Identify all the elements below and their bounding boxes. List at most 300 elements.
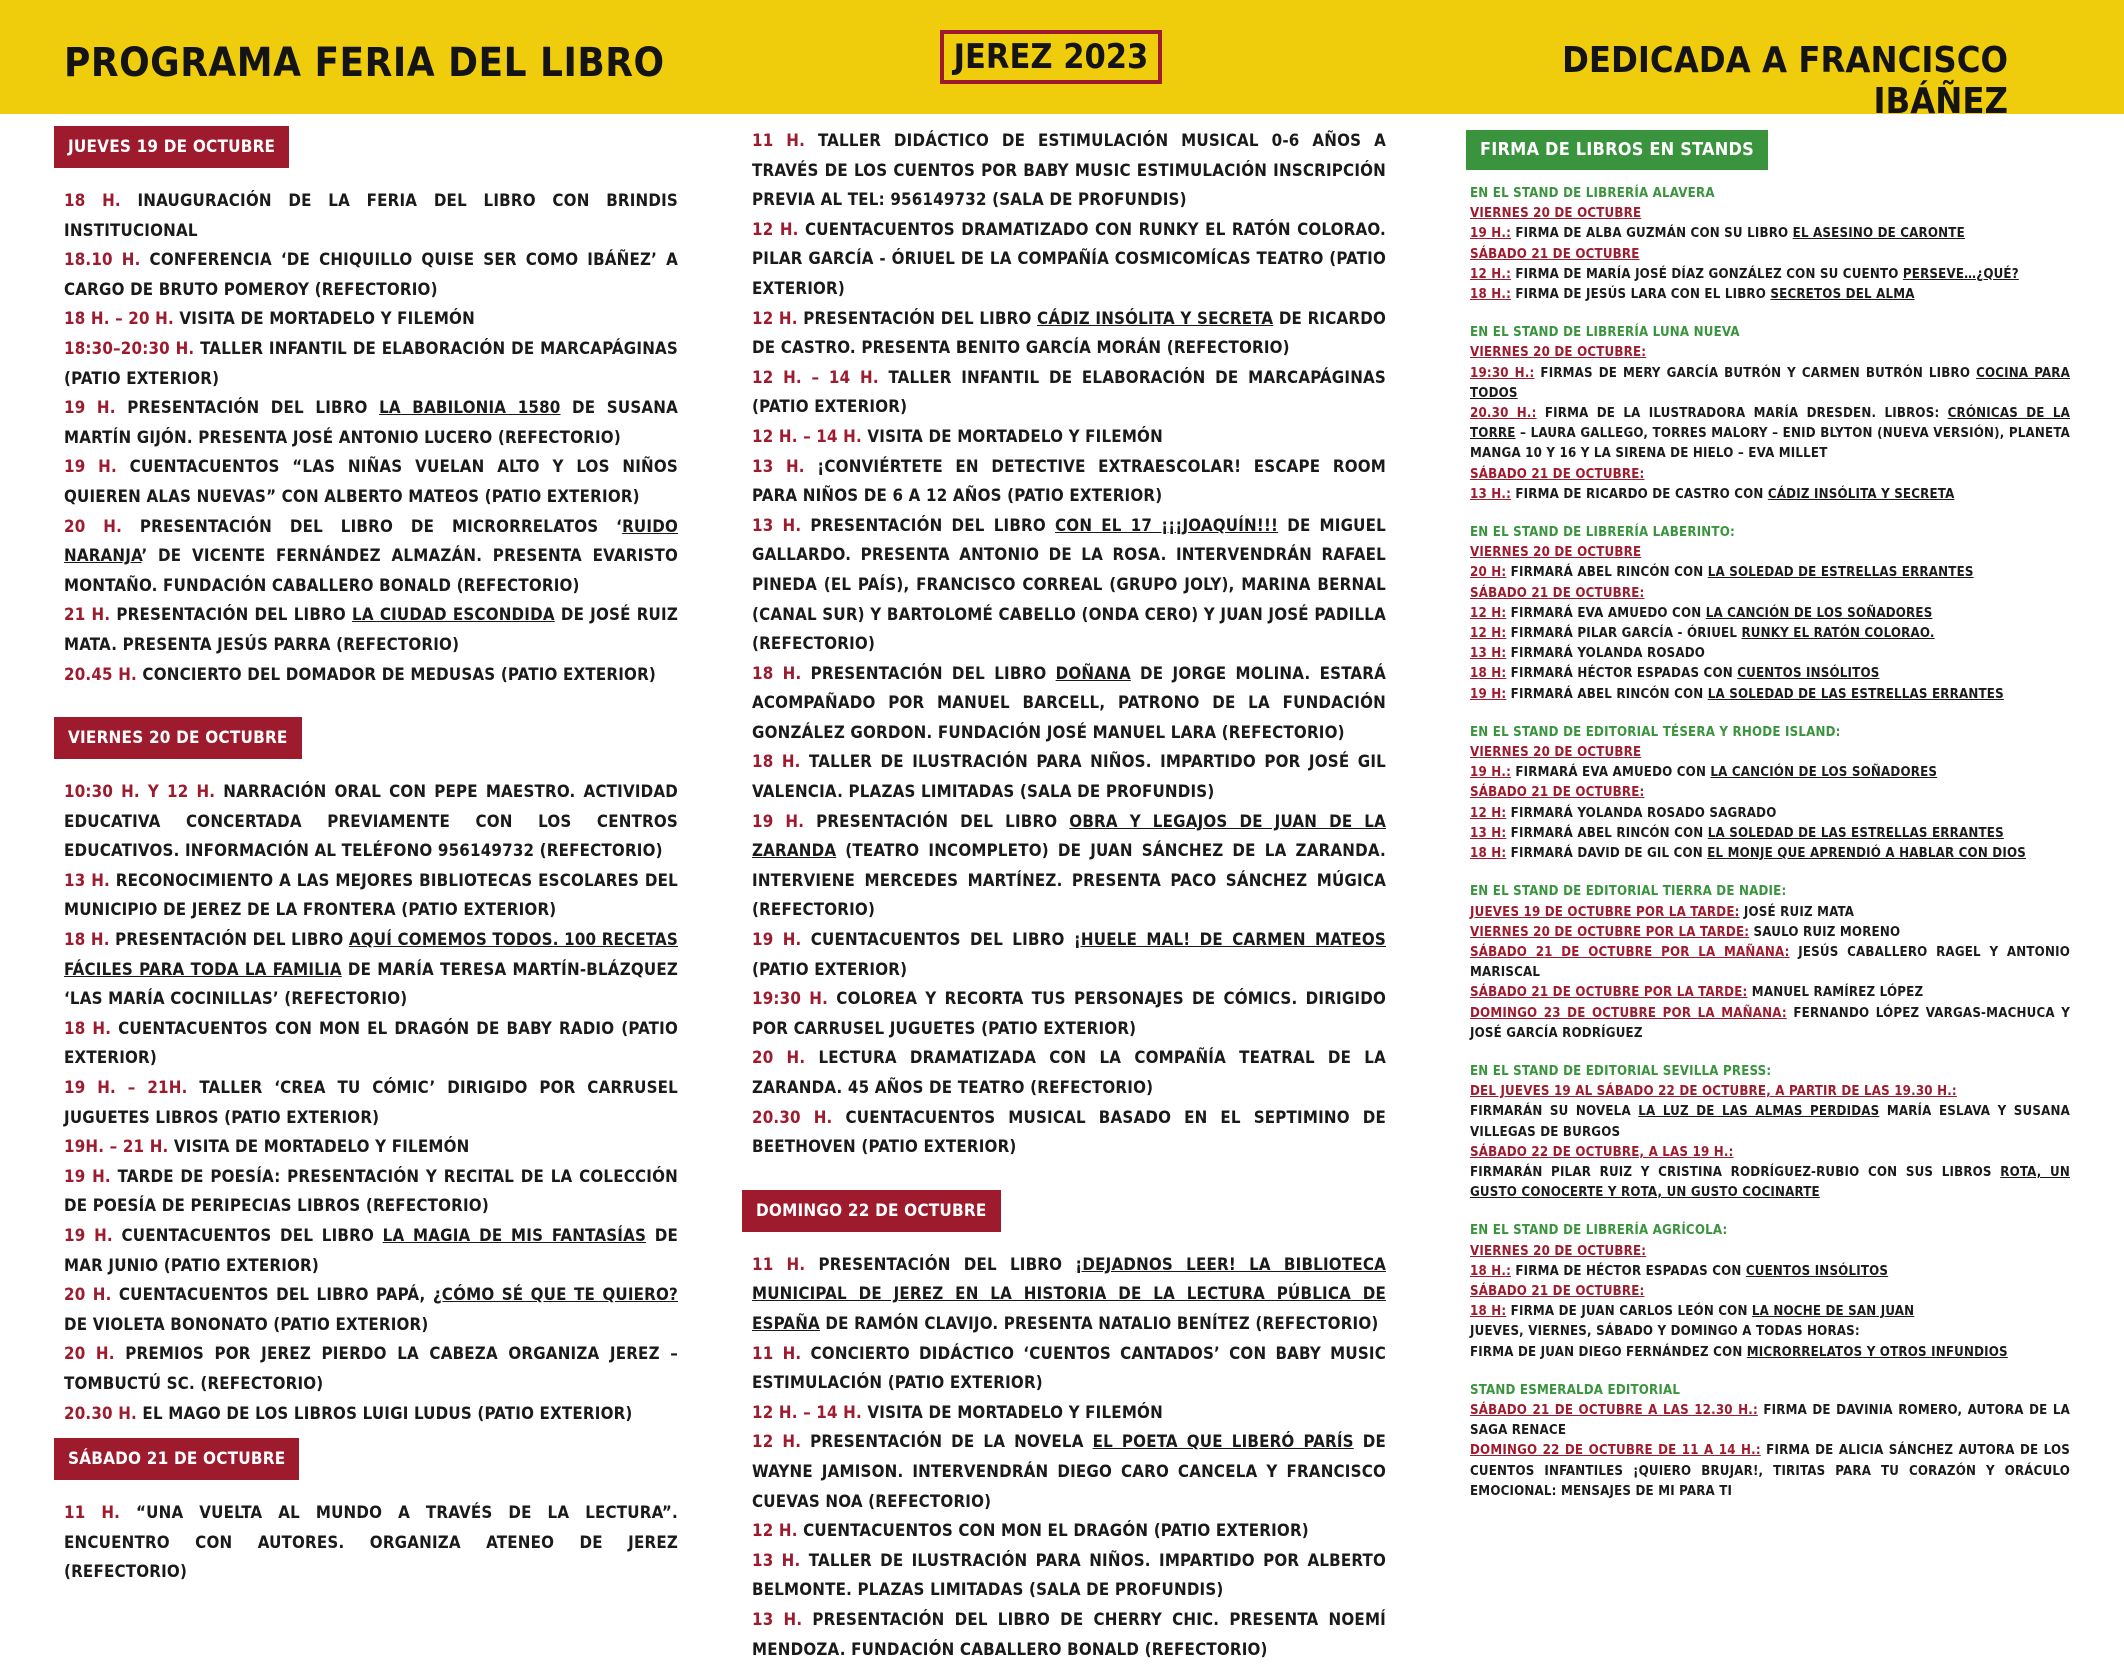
event-text: PRESENTACIÓN DE LA NOVELA xyxy=(801,1431,1093,1452)
signing-line xyxy=(1470,1262,2070,1282)
event-time: 11 H. xyxy=(752,1253,806,1274)
signing-book-title: MICRORRELATOS Y OTROS INFUNDIOS xyxy=(1746,1344,2008,1360)
signing-text: FIRMARÁ YOLANDA ROSADO SAGRADO xyxy=(1506,805,1777,821)
event-entry xyxy=(752,1605,1386,1664)
event-text: VISITA DE MORTADELO Y FILEMÓN xyxy=(861,1401,1163,1422)
signing-line xyxy=(1470,743,2070,763)
signing-line xyxy=(1470,664,2070,684)
signing-line xyxy=(1470,543,2070,563)
event-entry xyxy=(64,512,678,601)
stand-title: EN EL STAND DE EDITORIAL TÉSERA Y RHODE ISLAND: xyxy=(1470,724,1841,740)
event-entry xyxy=(64,393,678,452)
signing-book-title: LA SOLEDAD DE ESTRELLAS ERRANTES xyxy=(1707,565,1974,581)
signing-date: DOMINGO 23 DE OCTUBRE POR LA MAÑANA: xyxy=(1470,1005,1787,1021)
dedication-title: DEDICADA A FRANCISCO IBÁÑEZ xyxy=(1561,40,2008,122)
signing-line xyxy=(1470,903,2070,923)
event-time: 11 H. xyxy=(752,130,806,150)
event-text: PRESENTACIÓN DEL LIBRO xyxy=(115,397,380,418)
event-time: 18 H. – 20 H. xyxy=(64,308,174,329)
signing-book-title: EL MONJE QUE APRENDIÓ A HABLAR CON DIOS xyxy=(1707,846,2026,862)
event-text: “UNA VUELTA AL MUNDO A TRAVÉS DE LA LECTURA”. ENCUENTRO CON AUTORES. ORGANIZA ATENEO DE JEREZ (REFECTORIO) xyxy=(64,1502,678,1582)
event-text: DE VIOLETA BONONATO (PATIO EXTERIOR) xyxy=(64,1313,429,1334)
signing-book-title: CRÓNICAS DE LA TORRE xyxy=(1470,406,2070,442)
signing-book-title: COCINA PARA TODOS xyxy=(1470,365,2070,401)
event-time: 19 H. xyxy=(752,929,802,950)
signing-date: SÁBADO 22 DE OCTUBRE, A LAS 19 H.: xyxy=(1470,1144,1734,1160)
signing-line xyxy=(1470,1322,2070,1342)
stand-block xyxy=(1470,184,2070,305)
stand-block xyxy=(1470,882,2070,1044)
signing-time: 19 H.: xyxy=(1470,226,1512,242)
event-text: PREMIOS POR JEREZ PIERDO LA CABEZA ORGANIZA JEREZ – TOMBUCTÚ SC. (REFECTORIO) xyxy=(64,1343,678,1393)
signing-line xyxy=(1470,404,2070,465)
event-entry xyxy=(752,363,1386,422)
signing-time: 12 H: xyxy=(1470,805,1507,821)
signing-date: SÁBADO 21 DE OCTUBRE POR LA MAÑANA: xyxy=(1470,944,1790,960)
event-text: DE RAMÓN CLAVIJO. PRESENTA NATALIO BENÍTEZ (REFECTORIO) xyxy=(819,1312,1379,1333)
event-book-title: OBRA Y LEGAJOS DE JUAN DE LA ZARANDA xyxy=(752,810,1386,861)
signing-book-title: LA CANCIÓN DE LOS SOÑADORES xyxy=(1710,765,1938,781)
event-text: PRESENTACIÓN DEL LIBRO xyxy=(110,604,353,625)
event-text: DE MAR JUNIO (PATIO EXTERIOR) xyxy=(64,1225,678,1275)
signing-book-title: LA CANCIÓN DE LOS SOÑADORES xyxy=(1705,605,1933,621)
event-entry xyxy=(64,452,678,511)
event-time: 10:30 H. Y 12 H. xyxy=(64,781,216,802)
stand-title: EN EL STAND DE EDITORIAL TIERRA DE NADIE: xyxy=(1470,884,1787,900)
event-time: 19 H. xyxy=(64,397,116,418)
signing-time: 18 H: xyxy=(1470,1304,1507,1320)
event-text: RECONOCIMIENTO A LAS MEJORES BIBLIOTECAS ESCOLARES DEL MUNICIPIO DE JEREZ DE LA FRONTERA (PATIO EXTERIOR) xyxy=(64,869,678,920)
signing-time: 13 H.: xyxy=(1470,486,1512,502)
signing-text: FIRMARÁN PILAR RUIZ Y CRISTINA RODRÍGUEZ-RUBIO CON SUS LIBROS xyxy=(1470,1164,2001,1180)
signing-time: 12 H.: xyxy=(1470,266,1512,282)
event-list-saturday-cont xyxy=(742,126,1386,1162)
event-entry xyxy=(752,1516,1386,1546)
event-book-title: RUIDO NARANJA xyxy=(64,515,678,566)
signing-text: SAULO RUIZ MORENO xyxy=(1749,924,1901,940)
event-text: (PATIO EXTERIOR) xyxy=(752,958,908,979)
signing-book-title: LA SOLEDAD DE LAS ESTRELLAS ERRANTES xyxy=(1707,686,2004,702)
event-text: EL MAGO DE LOS LIBROS LUIGI LUDUS (PATIO EXTERIOR) xyxy=(136,1402,633,1423)
signing-line xyxy=(1470,1082,2070,1102)
event-entry xyxy=(64,186,678,245)
column-book-signings xyxy=(1466,126,2070,1520)
day-label-friday: VIERNES 20 DE OCTUBRE xyxy=(54,717,302,759)
stand-title: STAND ESMERALDA EDITORIAL xyxy=(1470,1382,1681,1398)
signing-book-title: CÁDIZ INSÓLITA Y SECRETA xyxy=(1767,486,1955,502)
signing-text: FIRMARÁ EVA AMUEDO CON xyxy=(1511,765,1711,781)
event-entry xyxy=(64,777,678,866)
event-entry xyxy=(752,1398,1386,1428)
event-entry xyxy=(64,600,678,659)
event-entry xyxy=(64,660,678,690)
signing-line xyxy=(1470,604,2070,624)
signing-line xyxy=(1470,265,2070,285)
stand-block xyxy=(1470,1221,2070,1362)
event-text: PRESENTACIÓN DEL LIBRO DE MICRORRELATOS ‘ xyxy=(122,515,623,536)
event-time: 18 H. xyxy=(64,1017,112,1038)
event-book-title: LA CIUDAD ESCONDIDA xyxy=(352,604,555,625)
signing-line xyxy=(1470,465,2070,485)
signing-line xyxy=(1470,1302,2070,1322)
event-book-title: LA MAGIA DE MIS FANTASÍAS xyxy=(382,1225,647,1245)
signing-line xyxy=(1470,844,2070,864)
signing-date: VIERNES 20 DE OCTUBRE POR LA TARDE: xyxy=(1470,924,1750,940)
event-time: 12 H. – 14 H. xyxy=(752,425,862,446)
signing-line xyxy=(1470,584,2070,604)
signing-text: FIRMARÁ ABEL RINCÓN CON xyxy=(1506,825,1708,841)
signing-date: JUEVES 19 DE OCTUBRE POR LA TARDE: xyxy=(1470,904,1740,920)
event-time: 19 H. xyxy=(64,456,117,477)
signing-text: MARÍA ESLAVA Y SUSANA VILLEGAS DE BURGOS xyxy=(1470,1104,2071,1140)
signing-text: JOSÉ RUIZ MATA xyxy=(1739,904,1855,920)
stand-title: EN EL STAND DE LIBRERÍA AGRÍCOLA: xyxy=(1470,1223,1728,1239)
stand-list xyxy=(1466,184,2070,1502)
signings-label: FIRMA DE LIBROS EN STANDS xyxy=(1466,130,1768,170)
signing-time: 20 H: xyxy=(1470,565,1507,581)
event-text: DE JOSÉ RUIZ MATA. PRESENTA JESÚS PARRA (REFECTORIO) xyxy=(64,604,678,654)
signing-text: FIRMARÁN SU NOVELA xyxy=(1470,1104,1639,1120)
signing-text: JUEVES, VIERNES, SÁBADO Y DOMINGO A TODAS HORAS: xyxy=(1470,1324,1860,1340)
event-text: TALLER DIDÁCTICO DE ESTIMULACIÓN MUSICAL 0-6 AÑOS A TRAVÉS DE LOS CUENTOS POR BABY MUSIC ESTIMULACIÓN INSCRIPCIÓN PREVIA AL TEL: 956149732 (SALA DE PROFUNDIS) xyxy=(752,130,1386,210)
signing-line xyxy=(1470,804,2070,824)
signing-book-title: LA SOLEDAD DE LAS ESTRELLAS ERRANTES xyxy=(1707,825,2004,841)
event-book-title: ¡DEJADNOS LEER! LA BIBLIOTECA MUNICIPAL DE JEREZ EN LA HISTORIA DE LA LECTURA PÚBLICA DE ESPAÑA xyxy=(752,1253,1386,1333)
event-text: CUENTACUENTOS CON MON EL DRAGÓN (PATIO EXTERIOR) xyxy=(797,1520,1309,1541)
event-text: VISITA DE MORTADELO Y FILEMÓN xyxy=(173,308,475,329)
event-text: INAUGURACIÓN DE LA FERIA DEL LIBRO CON BRINDIS INSTITUCIONAL xyxy=(64,190,678,240)
signing-time: 12 H: xyxy=(1470,605,1507,621)
event-entry xyxy=(64,1073,678,1132)
signing-text: FIRMA DE RICARDO DE CASTRO CON xyxy=(1511,486,1768,502)
signing-book-title: LA NOCHE DE SAN JUAN xyxy=(1751,1304,1915,1320)
event-text: DE JORGE MOLINA. ESTARÁ ACOMPAÑADO POR MANUEL BARCELL, PATRONO DE LA FUNDACIÓN GONZÁLEZ GORDON. FUNDACIÓN JOSÉ MANUEL LARA (REFECTORIO) xyxy=(752,662,1386,742)
signing-line xyxy=(1470,1441,2070,1502)
event-text: DE MIGUEL GALLARDO. PRESENTA ANTONIO DE LA ROSA. INTERVENDRÁN RAFAEL PINEDA (EL PAÍS), FRANCISCO CORREAL (GRUPO JOLY), MARINA BERNAL (CANAL SUR) Y BARTOLOMÉ CABELLO (ONDA CERO) Y JUAN JOSÉ PADILLA (REFECTORIO) xyxy=(752,514,1386,654)
event-entry xyxy=(752,659,1386,748)
event-entry xyxy=(752,984,1386,1043)
event-text: DE SUSANA MARTÍN GIJÓN. PRESENTA JOSÉ ANTONIO LUCERO (REFECTORIO) xyxy=(64,397,678,447)
column-schedule-1 xyxy=(54,126,678,1587)
signing-line xyxy=(1470,685,2070,705)
event-time: 20 H. xyxy=(64,1284,112,1305)
event-entry xyxy=(64,1132,678,1162)
event-book-title: DOÑANA xyxy=(1055,662,1131,683)
signing-date: VIERNES 20 DE OCTUBRE: xyxy=(1470,345,1647,361)
event-text: COLOREA Y RECORTA TUS PERSONAJES DE CÓMICS. DIRIGIDO POR CARRUSEL JUGUETES (PATIO EXTERIOR) xyxy=(752,988,1387,1038)
event-book-title: AQUÍ COMEMOS TODOS. 100 RECETAS FÁCILES PARA TODA LA FAMILIA xyxy=(64,929,679,979)
signing-time: 13 H: xyxy=(1470,646,1507,662)
signing-line xyxy=(1470,644,2070,664)
stand-title: EN EL STAND DE LIBRERÍA LUNA NUEVA xyxy=(1470,325,1740,341)
event-text: CUENTACUENTOS DRAMATIZADO CON RUNKY EL RATÓN COLORAO. PILAR GARCÍA - ÓRIUEL DE LA COMPAÑÍA COSMICOMÍCAS TEATRO (PATIO EXTERIOR) xyxy=(752,218,1386,298)
signing-time: 19:30 H.: xyxy=(1470,365,1535,381)
event-text: DE MARÍA TERESA MARTÍN-BLÁZQUEZ ‘LAS MARÍA COCINILLAS’ (REFECTORIO) xyxy=(64,958,678,1009)
event-entry xyxy=(64,1221,678,1280)
event-text: PRESENTACIÓN DEL LIBRO xyxy=(805,1253,1076,1274)
event-book-title: ¿CÓMO SÉ QUE TE QUIERO? xyxy=(432,1284,678,1305)
event-time: 18:30–20:30 H. xyxy=(64,337,195,358)
signing-line xyxy=(1470,763,2070,783)
event-text: ¡CONVIÉRTETE EN DETECTIVE EXTRAESCOLAR! ESCAPE ROOM PARA NIÑOS DE 6 A 12 AÑOS (PATIO EXTERIOR) xyxy=(752,455,1387,506)
event-time: 13 H. xyxy=(752,455,805,476)
event-entry xyxy=(64,304,678,334)
signing-line xyxy=(1470,1282,2070,1302)
event-time: 12 H. xyxy=(752,1520,798,1541)
day-label-sunday: DOMINGO 22 DE OCTUBRE xyxy=(742,1190,1001,1232)
event-entry xyxy=(752,1339,1386,1398)
signing-line xyxy=(1470,204,2070,224)
day-label-thursday: JUEVES 19 DE OCTUBRE xyxy=(54,126,289,168)
event-list-sunday xyxy=(742,1250,1386,1664)
event-entry xyxy=(752,422,1386,452)
event-text: ’ DE VICENTE FERNÁNDEZ ALMAZÁN. PRESENTA EVARISTO MONTAÑO. FUNDACIÓN CABALLERO BONALD (REFECTORIO) xyxy=(64,545,678,595)
signing-text: FIRMARÁ ABEL RINCÓN CON xyxy=(1506,686,1708,702)
event-entry xyxy=(752,1250,1386,1339)
signing-text: FIRMA DE DAVINIA ROMERO, AUTORA DE LA SAGA RENACE xyxy=(1470,1402,2070,1439)
signing-line xyxy=(1470,1343,2070,1363)
signing-line xyxy=(1470,343,2070,363)
signing-text: FIRMARÁ YOLANDA ROSADO xyxy=(1506,646,1706,662)
event-time: 19 H. xyxy=(752,810,805,831)
event-text: PRESENTACIÓN DEL LIBRO xyxy=(109,929,349,950)
signing-time: 19 H: xyxy=(1470,686,1507,702)
stand-title: EN EL STAND DE EDITORIAL SEVILLA PRESS: xyxy=(1470,1063,1772,1079)
event-text: TARDE DE POESÍA: PRESENTACIÓN Y RECITAL DE LA COLECCIÓN DE POESÍA DE PERIPECIAS LIBROS (REFECTORIO) xyxy=(64,1165,678,1216)
event-time: 13 H. xyxy=(64,869,110,890)
event-entry xyxy=(752,1043,1386,1102)
stand-title: EN EL STAND DE LIBRERÍA ALAVERA xyxy=(1470,186,1715,201)
signing-text: FIRMARÁ EVA AMUEDO CON xyxy=(1506,605,1706,621)
signing-text: FIRMA DE LA ILUSTRADORA MARÍA DRESDEN. LIBROS: xyxy=(1536,406,1948,422)
event-time: 12 H. xyxy=(752,1431,802,1452)
signing-line xyxy=(1470,485,2070,505)
signing-line xyxy=(1470,943,2070,983)
event-text: CUENTACUENTOS “LAS NIÑAS VUELAN ALTO Y LOS NIÑOS QUIEREN ALAS NUEVAS” CON ALBERTO MATEOS (PATIO EXTERIOR) xyxy=(64,456,678,506)
event-text: CUENTACUENTOS MUSICAL BASADO EN EL SEPTIMINO DE BEETHOVEN (PATIO EXTERIOR) xyxy=(752,1106,1386,1157)
signing-book-title: ROTA, UN GUSTO CONOCERTE Y ROTA, UN GUSTO COCINARTE xyxy=(1470,1164,2070,1201)
event-entry xyxy=(752,747,1386,806)
signing-date: VIERNES 20 DE OCTUBRE xyxy=(1470,206,1642,222)
event-text: LECTURA DRAMATIZADA CON LA COMPAÑÍA TEATRAL DE LA ZARANDA. 45 AÑOS DE TEATRO (REFECTORIO) xyxy=(752,1047,1386,1097)
signing-text: FIRMA DE JUAN CARLOS LEÓN CON xyxy=(1506,1304,1752,1320)
header-banner xyxy=(0,0,2124,122)
signing-line xyxy=(1470,923,2070,943)
event-time: 21 H. xyxy=(64,604,111,625)
event-text: VISITA DE MORTADELO Y FILEMÓN xyxy=(168,1136,470,1157)
event-text: (TEATRO INCOMPLETO) DE JUAN SÁNCHEZ DE LA ZARANDA. INTERVIENE MERCEDES MARTÍNEZ. PRESENTA PACO SÁNCHEZ MÚGICA (REFECTORIO) xyxy=(752,840,1386,920)
signing-book-title: RUNKY EL RATÓN COLORAO. xyxy=(1741,626,1935,642)
event-time: 13 H. xyxy=(752,1549,801,1570)
event-text: TALLER INFANTIL DE ELABORACIÓN DE MARCAPÁGINAS (PATIO EXTERIOR) xyxy=(752,366,1387,417)
signing-text: FIRMA DE ALICIA SÁNCHEZ AUTORA DE LOS CUENTOS INFANTILES ¡QUIERO BRUJAR!, TIRITAS PARA TU CORAZÓN Y ORÁCULO EMOCIONAL: MENSAJES DE MI PARA TI xyxy=(1470,1443,2070,1499)
signing-date: SÁBADO 21 DE OCTUBRE POR LA TARDE: xyxy=(1470,985,1748,1001)
event-book-title: CON EL 17 ¡¡¡JOAQUÍN!!! xyxy=(1055,514,1279,535)
signing-time: 19 H.: xyxy=(1470,765,1512,781)
event-entry xyxy=(752,304,1386,363)
signing-line xyxy=(1470,624,2070,644)
event-time: 20.45 H. xyxy=(64,663,137,684)
signing-text: FIRMA DE HÉCTOR ESPADAS CON xyxy=(1511,1263,1746,1279)
event-time: 13 H. xyxy=(752,1608,803,1629)
event-entry xyxy=(752,1427,1386,1516)
event-entry xyxy=(64,1162,678,1221)
signing-line xyxy=(1470,1401,2070,1441)
signing-date: VIERNES 20 DE OCTUBRE xyxy=(1470,745,1642,761)
signing-date: SÁBADO 21 DE OCTUBRE xyxy=(1470,246,1640,262)
signing-text: FIRMA DE JESÚS LARA CON EL LIBRO xyxy=(1511,287,1771,303)
signing-time: 12 H: xyxy=(1470,626,1507,642)
event-time: 18.10 H. xyxy=(64,249,141,270)
event-entry xyxy=(752,807,1386,925)
event-entry xyxy=(64,1339,678,1398)
signing-time: 18 H.: xyxy=(1470,1263,1512,1279)
event-text: PRESENTACIÓN DEL LIBRO xyxy=(801,514,1056,535)
signing-line xyxy=(1470,1004,2070,1044)
signing-line xyxy=(1470,1242,2070,1262)
event-entry xyxy=(752,1546,1386,1605)
event-text: DE RICARDO DE CASTRO. PRESENTA BENITO GARCÍA MORÁN (REFECTORIO) xyxy=(752,307,1386,358)
event-entry xyxy=(752,452,1386,511)
signing-line xyxy=(1470,824,2070,844)
signing-text: FIRMA DE JUAN DIEGO FERNÁNDEZ CON xyxy=(1470,1344,1747,1360)
event-book-title: EL POETA QUE LIBERÓ PARÍS xyxy=(1092,1431,1354,1452)
event-time: 11 H. xyxy=(64,1502,121,1523)
event-list-thursday xyxy=(54,186,678,689)
signing-line xyxy=(1470,783,2070,803)
event-text: CONCIERTO DEL DOMADOR DE MEDUSAS (PATIO EXTERIOR) xyxy=(136,663,656,684)
event-time: 18 H. xyxy=(752,662,802,683)
signing-date: DOMINGO 22 DE OCTUBRE DE 11 A 14 H.: xyxy=(1470,1443,1761,1459)
event-entry xyxy=(752,126,1386,215)
event-text: DE WAYNE JAMISON. INTERVENDRÁN DIEGO CARO CANCELA Y FRANCISCO CUEVAS NOA (REFECTORIO) xyxy=(752,1431,1386,1511)
signing-line xyxy=(1470,1163,2070,1203)
event-text: CUENTACUENTOS DEL LIBRO xyxy=(112,1225,383,1245)
event-time: 19H. – 21 H. xyxy=(64,1136,169,1157)
event-text: TALLER DE ILUSTRACIÓN PARA NIÑOS. IMPARTIDO POR ALBERTO BELMONTE. PLAZAS LIMITADAS (SALA DE PROFUNDIS) xyxy=(752,1549,1387,1600)
event-text: CONCIERTO DIDÁCTICO ‘CUENTOS CANTADOS’ CON BABY MUSIC ESTIMULACIÓN (PATIO EXTERIOR) xyxy=(752,1342,1386,1393)
column-schedule-2 xyxy=(742,126,1386,1664)
event-book-title: ¡HUELE MAL! DE CARMEN MATEOS xyxy=(1073,929,1386,950)
event-entry xyxy=(64,1014,678,1073)
signing-text: FIRMARÁ HÉCTOR ESPADAS CON xyxy=(1506,666,1738,682)
event-text: PRESENTACIÓN DEL LIBRO xyxy=(801,662,1056,683)
event-time: 13 H. xyxy=(752,514,802,535)
signing-text: FERNANDO LÓPEZ VARGAS-MACHUCA Y JOSÉ GARCÍA RODRÍGUEZ xyxy=(1470,1005,2070,1041)
event-text: VISITA DE MORTADELO Y FILEMÓN xyxy=(861,425,1163,446)
signing-time: 13 H: xyxy=(1470,825,1507,841)
signing-date: VIERNES 20 DE OCTUBRE: xyxy=(1470,1243,1647,1259)
event-time: 12 H. xyxy=(752,218,799,239)
event-time: 18 H. xyxy=(64,929,110,950)
signing-text: MANUEL RAMÍREZ LÓPEZ xyxy=(1747,985,1924,1001)
signing-time: 18 H: xyxy=(1470,666,1507,682)
event-entry xyxy=(64,334,678,393)
event-text: CUENTACUENTOS DEL LIBRO xyxy=(801,929,1074,950)
event-time: 11 H. xyxy=(752,1342,802,1363)
signing-text: FIRMARÁ PILAR GARCÍA - ÓRIUEL xyxy=(1506,626,1742,642)
stand-block xyxy=(1470,1062,2070,1203)
event-time: 12 H. xyxy=(752,307,798,328)
signing-line xyxy=(1470,245,2070,265)
event-time: 20.30 H. xyxy=(64,1402,137,1423)
signing-time: 18 H.: xyxy=(1470,287,1512,303)
event-time: 20.30 H. xyxy=(752,1106,833,1127)
signing-line xyxy=(1470,563,2070,583)
signing-time: 20.30 H.: xyxy=(1470,406,1537,422)
signing-book-title: PERSEVE…¿QUÉ? xyxy=(1902,266,2019,282)
event-text: TALLER INFANTIL DE ELABORACIÓN DE MARCAPÁGINAS (PATIO EXTERIOR) xyxy=(64,337,678,388)
event-time: 20 H. xyxy=(64,515,123,536)
event-time: 12 H. – 14 H. xyxy=(752,1401,862,1422)
event-time: 12 H. – 14 H. xyxy=(752,366,879,387)
signing-time: 18 H: xyxy=(1470,846,1507,862)
signing-line xyxy=(1470,364,2070,404)
event-book-title: CÁDIZ INSÓLITA Y SECRETA xyxy=(1037,307,1274,328)
signing-line xyxy=(1470,1143,2070,1163)
event-text: CUENTACUENTOS DEL LIBRO PAPÁ, xyxy=(111,1284,433,1305)
event-time: 20 H. xyxy=(752,1047,806,1068)
event-time: 20 H. xyxy=(64,1343,115,1364)
event-time: 18 H. xyxy=(64,190,121,210)
event-entry xyxy=(64,1498,678,1587)
signing-text: FIRMARÁ DAVID DE GIL CON xyxy=(1506,846,1708,862)
event-text: TALLER ‘CREA TU CÓMIC’ DIRIGIDO POR CARRUSEL JUGUETES LIBROS (PATIO EXTERIOR) xyxy=(64,1077,678,1127)
stand-title: EN EL STAND DE LIBRERÍA LABERINTO: xyxy=(1470,525,1735,541)
stand-block xyxy=(1470,323,2070,505)
stand-block xyxy=(1470,523,2070,705)
page-title: PROGRAMA FERIA DEL LIBRO xyxy=(64,40,665,86)
signing-line xyxy=(1470,224,2070,244)
event-entry xyxy=(64,245,678,304)
signing-book-title: EL ASESINO DE CARONTE xyxy=(1792,226,1965,242)
signing-line xyxy=(1470,1102,2070,1142)
signing-date: SÁBADO 21 DE OCTUBRE: xyxy=(1470,466,1645,482)
event-text: PRESENTACIÓN DEL LIBRO xyxy=(804,810,1070,831)
signing-line xyxy=(1470,285,2070,305)
event-text: NARRACIÓN ORAL CON PEPE MAESTRO. ACTIVIDAD EDUCATIVA CONCERTADA PREVIAMENTE CON LOS CENTROS EDUCATIVOS. INFORMACIÓN AL TELÉFONO 956149732 (REFECTORIO) xyxy=(64,781,679,861)
event-time: 19 H. xyxy=(64,1165,111,1186)
signing-book-title: CUENTOS INSÓLITOS xyxy=(1745,1263,1889,1279)
event-entry xyxy=(64,866,678,925)
event-entry xyxy=(64,925,678,1014)
signing-text: FIRMA DE MARÍA JOSÉ DÍAZ GONZÁLEZ CON SU CUENTO xyxy=(1511,266,1903,282)
event-time: 19 H. – 21H. xyxy=(64,1077,188,1098)
signing-date: SÁBADO 21 DE OCTUBRE: xyxy=(1470,1283,1645,1299)
signing-book-title: LA LUZ DE LAS ALMAS PERDIDAS xyxy=(1638,1104,1880,1120)
signing-book-title: SECRETOS DEL ALMA xyxy=(1770,287,1915,303)
event-entry xyxy=(64,1280,678,1339)
city-year-badge: JEREZ 2023 xyxy=(940,30,1162,84)
signing-date: SÁBADO 21 DE OCTUBRE A LAS 12.30 H.: xyxy=(1470,1402,1758,1418)
event-text: PRESENTACIÓN DEL LIBRO xyxy=(797,307,1038,328)
signing-line xyxy=(1470,983,2070,1003)
signing-text: – LAURA GALLEGO, TORRES MALORY – ENID BLYTON (NUEVA VERSIÓN), PLANETA MANGA 10 Y 16 Y LA SIRENA DE HIELO – EVA MILLET xyxy=(1470,426,2070,462)
signing-text: JESÚS CABALLERO RAGEL Y ANTONIO MARISCAL xyxy=(1470,944,2070,981)
event-entry xyxy=(752,511,1386,659)
event-book-title: LA BABILONIA 1580 xyxy=(379,397,561,418)
signing-book-title: CUENTOS INSÓLITOS xyxy=(1737,666,1880,682)
event-time: 18 H. xyxy=(752,751,801,772)
stand-block xyxy=(1470,723,2070,864)
event-time: 19:30 H. xyxy=(752,988,829,1009)
day-label-saturday: SÁBADO 21 DE OCTUBRE xyxy=(54,1438,299,1480)
event-text: PRESENTACIÓN DEL LIBRO DE CHERRY CHIC. PRESENTA NOEMÍ MENDOZA. FUNDACIÓN CABALLERO BONALD (REFECTORIO) xyxy=(752,1608,1386,1659)
signing-date: DEL JUEVES 19 AL SÁBADO 22 DE OCTUBRE, A PARTIR DE LAS 19.30 H.: xyxy=(1470,1084,1957,1100)
signing-date: SÁBADO 21 DE OCTUBRE: xyxy=(1470,785,1645,801)
event-entry xyxy=(752,925,1386,984)
signing-text: FIRMARÁ ABEL RINCÓN CON xyxy=(1506,565,1708,581)
